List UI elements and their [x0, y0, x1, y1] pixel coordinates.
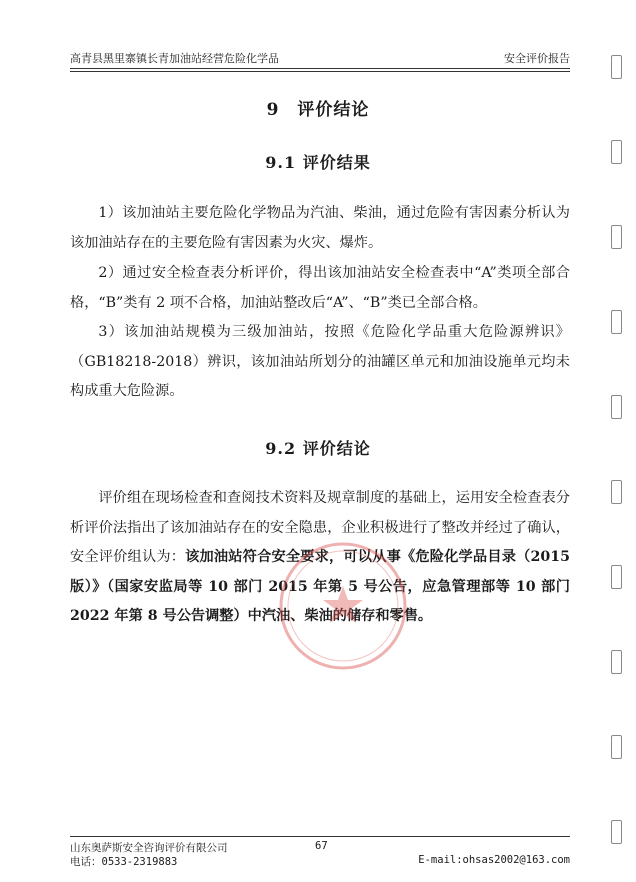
result-paragraph-2: 2）通过安全检查表分析评价，得出该加油站安全检查表中“A”类项全部合格，“B”类有 2 项不合格，加油站整改后“A”、“B”类已全部合格。: [70, 265, 570, 311]
conclusion-statement: 该加油站符合安全要求，可以从事《危险化学品目录（2015 版）》（国家安监局等 10 部门 2015 年第 5 号公告，应急管理部等 10 部门 2022 年第 8 号公告调整）中汽油、柴油的储存和零售。: [70, 549, 570, 624]
binder-hole-icon: [611, 565, 622, 589]
section-heading-results: 9.1 评价结果: [265, 153, 371, 172]
footer-rule: [70, 836, 570, 837]
section-heading-conclusion: 9.2 评价结论: [265, 439, 371, 458]
binder-hole-icon: [611, 140, 622, 164]
result-paragraph-1: 1）该加油站主要危险化学物品为汽油、柴油，通过危险有害因素分析认为该加油站存在的主要危险有害因素为火灾、爆炸。: [70, 205, 570, 251]
page-number: 67: [315, 840, 328, 852]
binder-hole-icon: [611, 55, 622, 79]
binder-hole-icon: [611, 735, 622, 759]
binder-hole-icon: [611, 480, 622, 504]
chapter-heading: [0, 95, 636, 120]
result-paragraph-3: 3）该加油站规模为三级加油站，按照《危险化学品重大危险源辨识》（GB18218-2018）辨识，该加油站所划分的油罐区单元和加油设施单元均未构成重大危险源。: [70, 324, 570, 399]
header-rule-double: [70, 71, 570, 72]
company-seal-stamp: [273, 536, 413, 676]
conclusion-intro: 评价组在现场检查和查阅技术资料及规章制度的基础上，运用安全检查表分析评价法指出了该加油站存在的安全隐患，企业积极进行了整改并经过了确认，安全评价组认为：: [70, 490, 570, 565]
footer-email: E-mail:ohsas2002@163.com: [418, 854, 570, 866]
footer-company: 山东奥萨斯安全咨询评价有限公司: [70, 842, 228, 854]
header-document-title: 高青县黑里寨镇长青加油站经营危险化学品: [70, 52, 279, 65]
footer-phone: 电话：0533-2319883: [70, 856, 178, 868]
header-report-type: 安全评价报告: [504, 52, 570, 65]
page-header: [70, 50, 570, 68]
chapter-title: 评价结论: [297, 100, 370, 120]
header-rule: [70, 68, 570, 69]
chapter-number: 9: [266, 100, 280, 120]
footer-row-2: [70, 854, 570, 868]
binder-hole-icon: [611, 820, 622, 844]
binder-hole-icon: [611, 310, 622, 334]
binder-hole-icon: [611, 225, 622, 249]
binder-hole-icon: [611, 650, 622, 674]
binder-hole-icon: [611, 395, 622, 419]
seal-star-icon: [323, 586, 363, 623]
footer-row-1: [70, 840, 570, 854]
